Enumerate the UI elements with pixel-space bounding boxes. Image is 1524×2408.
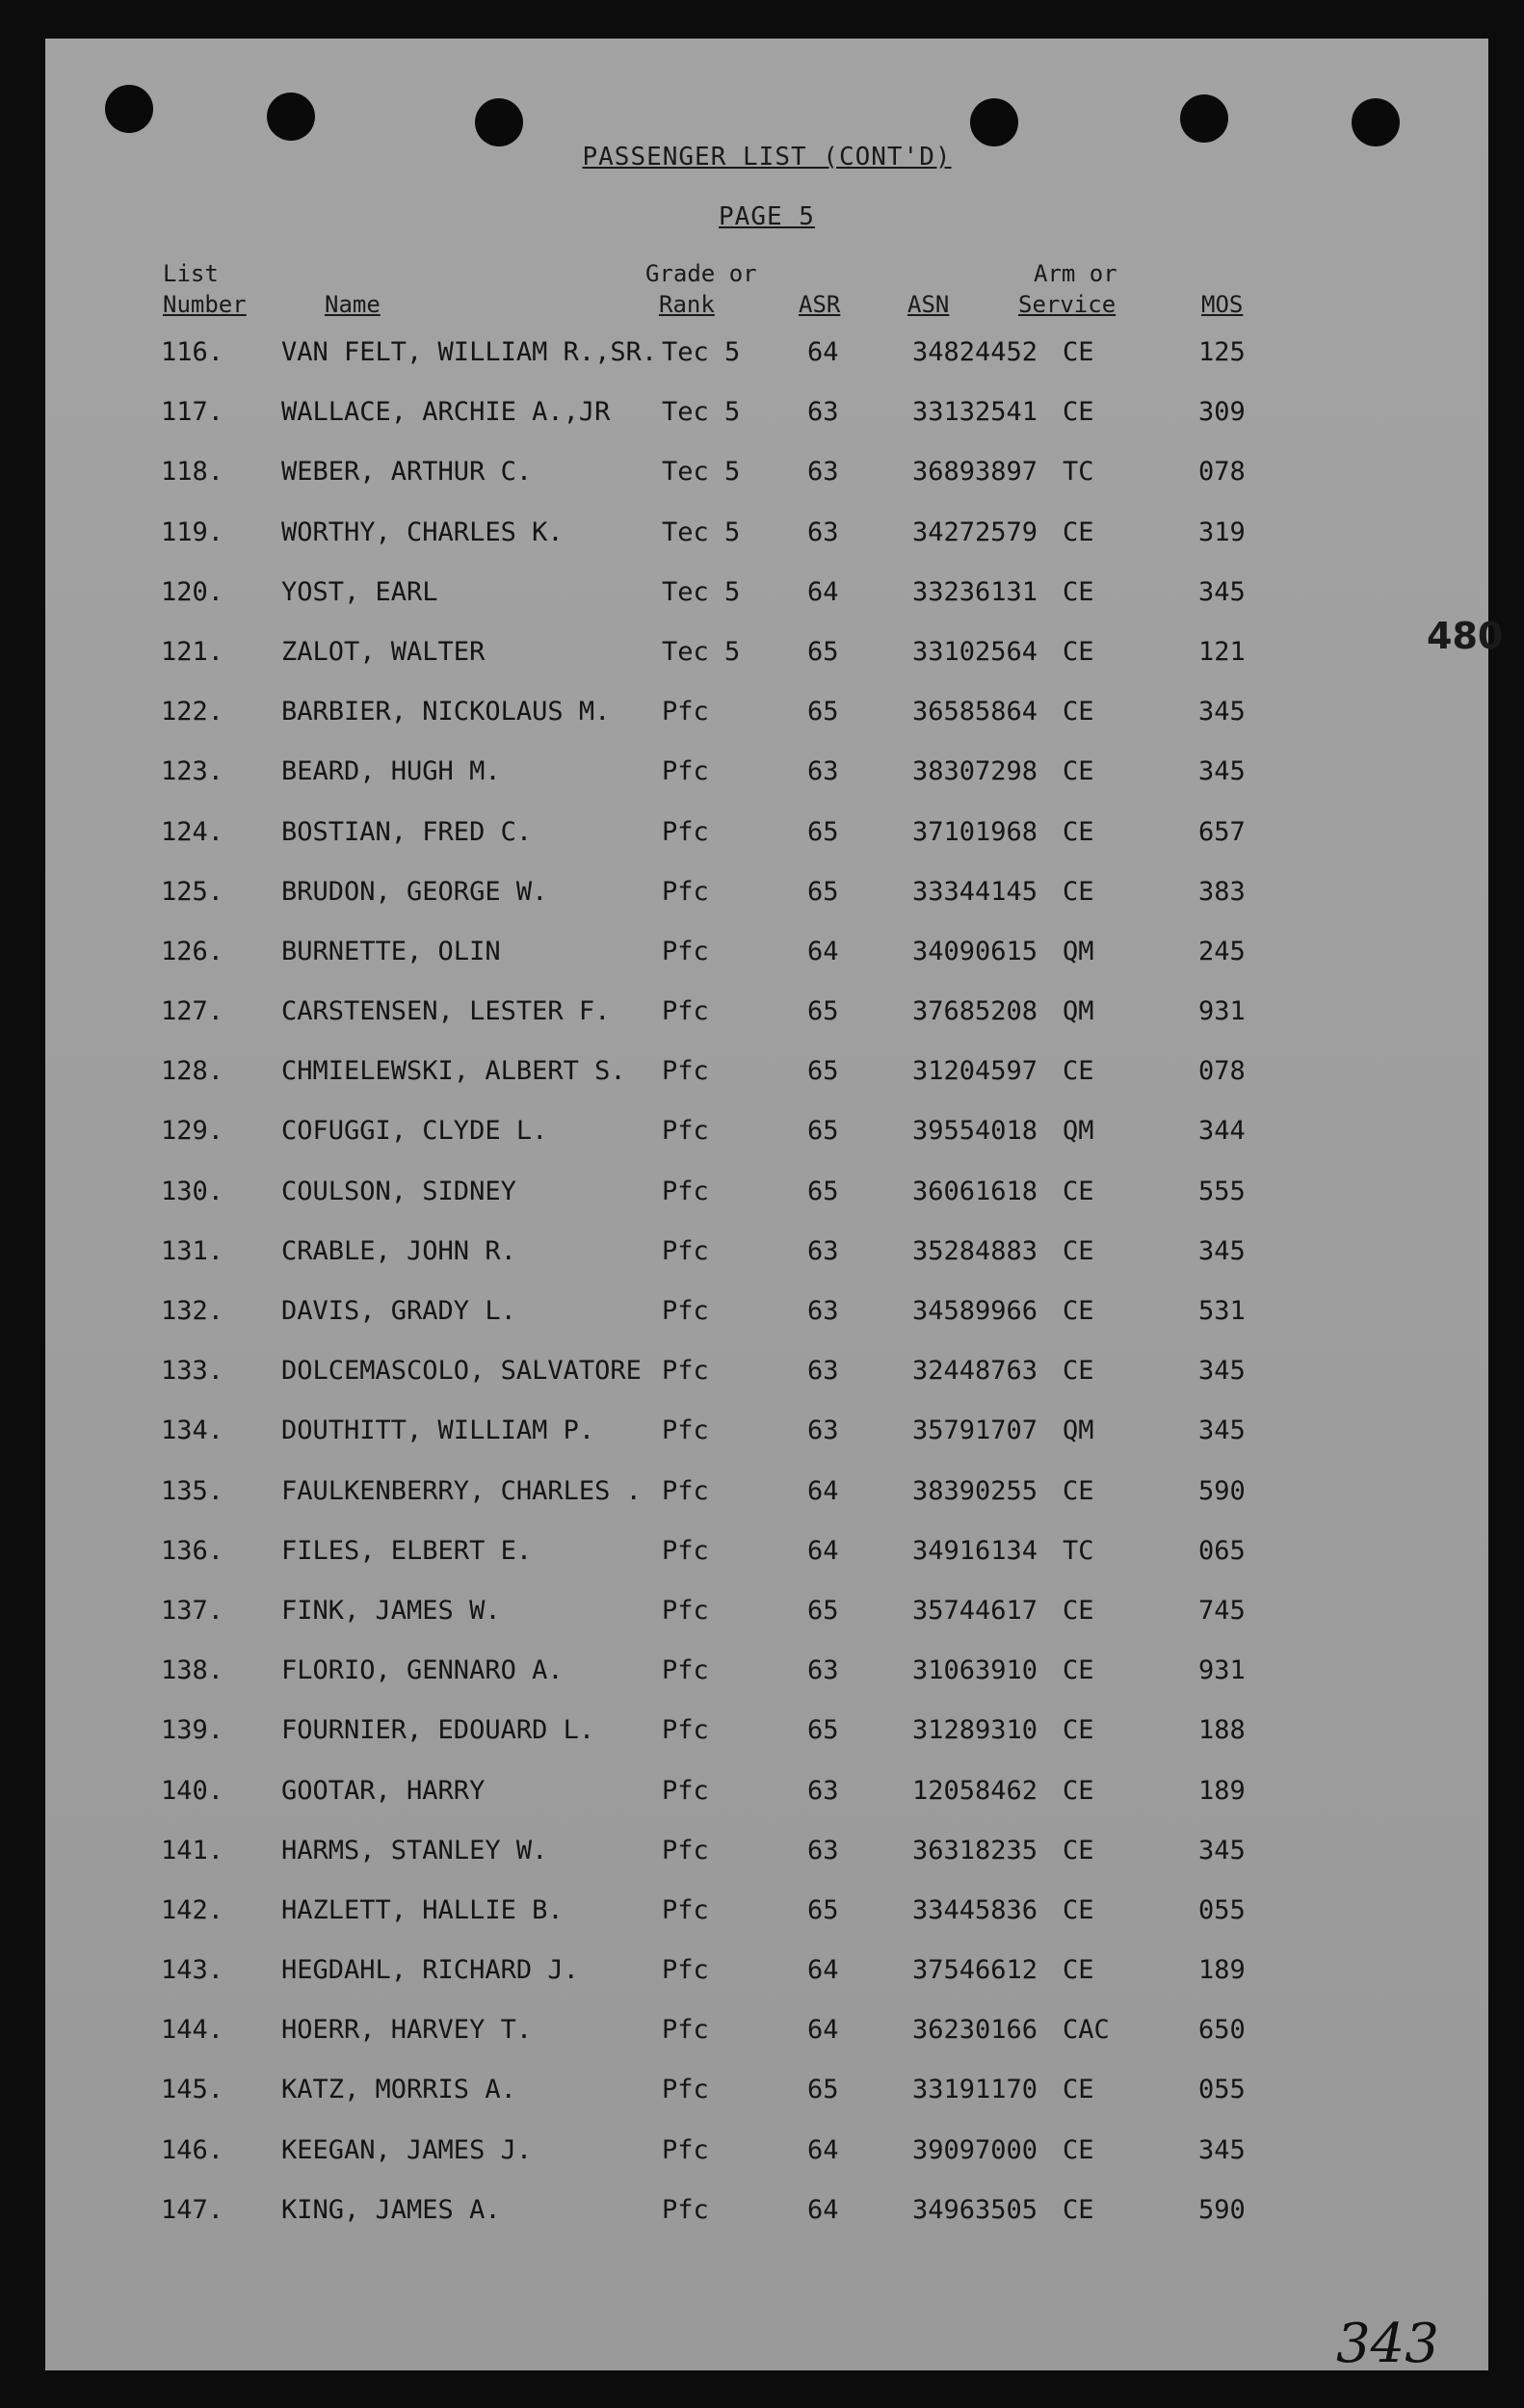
name-cell: VAN FELT, WILLIAM R.,SR. <box>281 337 658 367</box>
mos-cell: 345 <box>1198 2134 1246 2165</box>
list-number-cell: 138. <box>161 1655 224 1686</box>
asr-cell: 63 <box>807 516 839 547</box>
arm-service-cell: CE <box>1063 1835 1094 1866</box>
asr-cell: 65 <box>807 1894 839 1925</box>
list-number-cell: 127. <box>161 996 224 1027</box>
list-number-cell: 134. <box>161 1416 224 1446</box>
table-row <box>45 697 1488 756</box>
mos-cell: 657 <box>1198 816 1246 847</box>
mos-cell: 188 <box>1198 1715 1246 1746</box>
grade-cell: Pfc <box>662 1356 709 1387</box>
arm-service-cell: CE <box>1063 1296 1094 1326</box>
grade-cell: Pfc <box>662 1475 709 1506</box>
asr-cell: 65 <box>807 816 839 847</box>
table-row <box>45 1895 1488 1955</box>
arm-service-cell: TC <box>1063 1535 1094 1566</box>
column-header-asn: ASN <box>907 291 950 318</box>
asr-cell: 63 <box>807 1416 839 1446</box>
arm-service-cell: QM <box>1063 936 1094 966</box>
asn-cell: 35284883 <box>912 1235 1038 1266</box>
asn-cell: 32448763 <box>912 1356 1038 1387</box>
name-cell: FINK, JAMES W. <box>281 1595 501 1626</box>
grade-cell: Pfc <box>662 1235 709 1266</box>
mos-cell: 189 <box>1198 1775 1246 1806</box>
table-row <box>45 517 1488 577</box>
asr-cell: 63 <box>807 756 839 787</box>
grade-cell: Pfc <box>662 1416 709 1446</box>
arm-service-cell: CE <box>1063 2075 1094 2105</box>
punch-hole <box>1352 98 1400 146</box>
arm-service-cell: CE <box>1063 1775 1094 1806</box>
arm-service-cell: CE <box>1063 1056 1094 1087</box>
asn-cell: 36893897 <box>912 457 1038 488</box>
asn-cell: 37101968 <box>912 816 1038 847</box>
grade-cell: Pfc <box>662 1056 709 1087</box>
grade-cell: Pfc <box>662 1955 709 1986</box>
name-cell: BRUDON, GEORGE W. <box>281 876 548 907</box>
list-number-cell: 126. <box>161 936 224 966</box>
table-row <box>45 337 1488 397</box>
name-cell: CARSTENSEN, LESTER F. <box>281 996 611 1027</box>
arm-service-cell: CE <box>1063 1235 1094 1266</box>
table-row <box>45 2015 1488 2075</box>
punch-hole <box>105 85 153 133</box>
grade-cell: Pfc <box>662 876 709 907</box>
name-cell: KEEGAN, JAMES J. <box>281 2134 533 2165</box>
mos-cell: 121 <box>1198 636 1246 667</box>
grade-cell: Pfc <box>662 1894 709 1925</box>
asr-cell: 65 <box>807 2075 839 2105</box>
table-row <box>45 1596 1488 1655</box>
asn-cell: 34272579 <box>912 516 1038 547</box>
name-cell: HARMS, STANLEY W. <box>281 1835 548 1866</box>
asr-cell: 65 <box>807 1595 839 1626</box>
mos-cell: 078 <box>1198 457 1246 488</box>
list-number-cell: 141. <box>161 1835 224 1866</box>
asr-cell: 63 <box>807 1655 839 1686</box>
list-number-cell: 130. <box>161 1176 224 1206</box>
table-row <box>45 1356 1488 1416</box>
asn-cell: 36230166 <box>912 2015 1038 2046</box>
asn-cell: 37685208 <box>912 996 1038 1027</box>
table-row <box>45 2075 1488 2134</box>
asr-cell: 65 <box>807 1116 839 1147</box>
asr-cell: 63 <box>807 1356 839 1387</box>
list-number-cell: 132. <box>161 1296 224 1326</box>
punch-hole <box>475 98 523 146</box>
arm-service-cell: CE <box>1063 2194 1094 2225</box>
grade-cell: Pfc <box>662 697 709 728</box>
list-number-cell: 139. <box>161 1715 224 1746</box>
table-row <box>45 1236 1488 1296</box>
table-row <box>45 1116 1488 1176</box>
asn-cell: 33132541 <box>912 397 1038 428</box>
name-cell: YOST, EARL <box>281 576 438 607</box>
asr-cell: 63 <box>807 397 839 428</box>
list-number-cell: 140. <box>161 1775 224 1806</box>
table-row <box>45 817 1488 877</box>
grade-cell: Tec 5 <box>662 516 741 547</box>
grade-cell: Pfc <box>662 2015 709 2046</box>
table-row <box>45 756 1488 816</box>
asr-cell: 63 <box>807 457 839 488</box>
asr-cell: 64 <box>807 337 839 367</box>
punch-hole <box>267 93 315 141</box>
asn-cell: 38307298 <box>912 756 1038 787</box>
asn-cell: 39554018 <box>912 1116 1038 1147</box>
asn-cell: 31063910 <box>912 1655 1038 1686</box>
asn-cell: 35744617 <box>912 1595 1038 1626</box>
asn-cell: 34090615 <box>912 936 1038 966</box>
asn-cell: 33102564 <box>912 636 1038 667</box>
name-cell: CRABLE, JOHN R. <box>281 1235 516 1266</box>
grade-cell: Tec 5 <box>662 636 741 667</box>
grade-cell: Pfc <box>662 1595 709 1626</box>
arm-service-cell: CE <box>1063 756 1094 787</box>
table-row <box>45 937 1488 996</box>
mos-cell: 309 <box>1198 397 1246 428</box>
asr-cell: 63 <box>807 1775 839 1806</box>
list-number-cell: 133. <box>161 1356 224 1387</box>
arm-service-cell: CE <box>1063 636 1094 667</box>
list-number-cell: 144. <box>161 2015 224 2046</box>
arm-service-cell: CE <box>1063 1655 1094 1686</box>
arm-service-cell: CAC <box>1063 2015 1110 2046</box>
list-number-cell: 145. <box>161 2075 224 2105</box>
arm-service-cell: TC <box>1063 457 1094 488</box>
arm-service-cell: CE <box>1063 1475 1094 1506</box>
grade-cell: Pfc <box>662 1715 709 1746</box>
grade-cell: Pfc <box>662 1296 709 1326</box>
mos-cell: 345 <box>1198 1356 1246 1387</box>
column-header-grade: Grade or Rank <box>645 260 757 318</box>
arm-service-cell: CE <box>1063 816 1094 847</box>
mos-cell: 345 <box>1198 756 1246 787</box>
list-number-cell: 123. <box>161 756 224 787</box>
table-row <box>45 877 1488 937</box>
name-cell: COULSON, SIDNEY <box>281 1176 516 1206</box>
list-number-cell: 136. <box>161 1535 224 1566</box>
arm-service-cell: CE <box>1063 1715 1094 1746</box>
table-row <box>45 1476 1488 1536</box>
mos-cell: 345 <box>1198 697 1246 728</box>
name-cell: GOOTAR, HARRY <box>281 1775 486 1806</box>
grade-cell: Pfc <box>662 1655 709 1686</box>
asr-cell: 65 <box>807 996 839 1027</box>
name-cell: DOLCEMASCOLO, SALVATORE <box>281 1356 642 1387</box>
list-number-cell: 120. <box>161 576 224 607</box>
asr-cell: 63 <box>807 1835 839 1866</box>
mos-cell: 383 <box>1198 876 1246 907</box>
name-cell: FOURNIER, EDOUARD L. <box>281 1715 595 1746</box>
grade-cell: Tec 5 <box>662 397 741 428</box>
name-cell: FLORIO, GENNARO A. <box>281 1655 564 1686</box>
mos-cell: 590 <box>1198 1475 1246 1506</box>
asn-cell: 31204597 <box>912 1056 1038 1087</box>
mos-cell: 345 <box>1198 1235 1246 1266</box>
name-cell: BOSTIAN, FRED C. <box>281 816 533 847</box>
list-number-cell: 137. <box>161 1595 224 1626</box>
mos-cell: 931 <box>1198 1655 1246 1686</box>
column-header-asr: ASR <box>799 291 841 318</box>
table-row <box>45 996 1488 1056</box>
passenger-table <box>45 337 1488 2255</box>
list-number-cell: 147. <box>161 2194 224 2225</box>
list-number-cell: 142. <box>161 1894 224 1925</box>
list-number-cell: 129. <box>161 1116 224 1147</box>
list-number-cell: 121. <box>161 636 224 667</box>
column-header-arm-or-service: Arm or Service <box>1018 260 1117 318</box>
asr-cell: 65 <box>807 636 839 667</box>
margin-number: 480 <box>1427 615 1504 657</box>
table-row <box>45 637 1488 697</box>
document-title: PASSENGER LIST (CONT'D) <box>582 143 952 172</box>
grade-cell: Pfc <box>662 1835 709 1866</box>
arm-service-cell: CE <box>1063 1176 1094 1206</box>
name-cell: DAVIS, GRADY L. <box>281 1296 516 1326</box>
mos-cell: 345 <box>1198 576 1246 607</box>
name-cell: CHMIELEWSKI, ALBERT S. <box>281 1056 626 1087</box>
arm-service-cell: CE <box>1063 876 1094 907</box>
table-row <box>45 1715 1488 1775</box>
table-row <box>45 457 1488 516</box>
arm-service-cell: CE <box>1063 1894 1094 1925</box>
arm-service-cell: QM <box>1063 996 1094 1027</box>
name-cell: HOERR, HARVEY T. <box>281 2015 533 2046</box>
asr-cell: 63 <box>807 1296 839 1326</box>
list-number-cell: 124. <box>161 816 224 847</box>
punch-hole <box>1180 94 1228 143</box>
name-cell: HEGDAHL, RICHARD J. <box>281 1955 579 1986</box>
asr-cell: 64 <box>807 1535 839 1566</box>
mos-cell: 531 <box>1198 1296 1246 1326</box>
asn-cell: 36585864 <box>912 697 1038 728</box>
asn-cell: 33344145 <box>912 876 1038 907</box>
list-number-cell: 125. <box>161 876 224 907</box>
name-cell: FILES, ELBERT E. <box>281 1535 533 1566</box>
document-page <box>45 39 1504 2375</box>
arm-service-cell: CE <box>1063 1955 1094 1986</box>
grade-cell: Pfc <box>662 1176 709 1206</box>
mos-cell: 125 <box>1198 337 1246 367</box>
list-number-cell: 143. <box>161 1955 224 1986</box>
asr-cell: 65 <box>807 1715 839 1746</box>
mos-cell: 590 <box>1198 2194 1246 2225</box>
mos-cell: 345 <box>1198 1835 1246 1866</box>
arm-service-cell: CE <box>1063 2134 1094 2165</box>
asr-cell: 64 <box>807 2134 839 2165</box>
mos-cell: 745 <box>1198 1595 1246 1626</box>
asn-cell: 36061618 <box>912 1176 1038 1206</box>
asr-cell: 63 <box>807 1235 839 1266</box>
name-cell: DOUTHITT, WILLIAM P. <box>281 1416 595 1446</box>
mos-cell: 344 <box>1198 1116 1246 1147</box>
handwritten-page-number: 343 <box>1336 2313 1439 2375</box>
grade-cell: Pfc <box>662 1116 709 1147</box>
mos-cell: 319 <box>1198 516 1246 547</box>
arm-service-cell: CE <box>1063 697 1094 728</box>
asr-cell: 64 <box>807 936 839 966</box>
grade-cell: Pfc <box>662 756 709 787</box>
name-cell: BEARD, HUGH M. <box>281 756 501 787</box>
asn-cell: 12058462 <box>912 1775 1038 1806</box>
arm-service-cell: CE <box>1063 397 1094 428</box>
table-row <box>45 1776 1488 1836</box>
table-row <box>45 2135 1488 2195</box>
asr-cell: 65 <box>807 1056 839 1087</box>
name-cell: WEBER, ARTHUR C. <box>281 457 533 488</box>
table-row <box>45 397 1488 457</box>
grade-cell: Pfc <box>662 996 709 1027</box>
asn-cell: 34963505 <box>912 2194 1038 2225</box>
punch-hole <box>970 98 1018 146</box>
grade-cell: Pfc <box>662 2075 709 2105</box>
arm-service-cell: QM <box>1063 1416 1094 1446</box>
asn-cell: 37546612 <box>912 1955 1038 1986</box>
asn-cell: 34589966 <box>912 1296 1038 1326</box>
name-cell: ZALOT, WALTER <box>281 636 486 667</box>
asn-cell: 34916134 <box>912 1535 1038 1566</box>
name-cell: WALLACE, ARCHIE A.,JR <box>281 397 611 428</box>
mos-cell: 078 <box>1198 1056 1246 1087</box>
table-row <box>45 1056 1488 1116</box>
mos-cell: 555 <box>1198 1176 1246 1206</box>
mos-cell: 065 <box>1198 1535 1246 1566</box>
grade-cell: Pfc <box>662 936 709 966</box>
asr-cell: 65 <box>807 876 839 907</box>
name-cell: HAZLETT, HALLIE B. <box>281 1894 564 1925</box>
table-row <box>45 1536 1488 1596</box>
mos-cell: 650 <box>1198 2015 1246 2046</box>
table-row <box>45 1836 1488 1895</box>
name-cell: BURNETTE, OLIN <box>281 936 501 966</box>
column-header-list-number: List Number <box>163 260 247 318</box>
asn-cell: 33445836 <box>912 1894 1038 1925</box>
asn-cell: 33236131 <box>912 576 1038 607</box>
grade-cell: Pfc <box>662 1775 709 1806</box>
asr-cell: 65 <box>807 1176 839 1206</box>
list-number-cell: 135. <box>161 1475 224 1506</box>
list-number-cell: 118. <box>161 457 224 488</box>
asr-cell: 64 <box>807 2015 839 2046</box>
grade-cell: Tec 5 <box>662 457 741 488</box>
list-number-cell: 128. <box>161 1056 224 1087</box>
list-number-cell: 122. <box>161 697 224 728</box>
list-number-cell: 131. <box>161 1235 224 1266</box>
asn-cell: 35791707 <box>912 1416 1038 1446</box>
arm-service-cell: CE <box>1063 1595 1094 1626</box>
table-row <box>45 577 1488 637</box>
page-number: PAGE 5 <box>719 202 815 231</box>
table-row <box>45 2195 1488 2255</box>
table-row <box>45 1296 1488 1356</box>
asn-cell: 39097000 <box>912 2134 1038 2165</box>
name-cell: KING, JAMES A. <box>281 2194 501 2225</box>
asr-cell: 64 <box>807 1955 839 1986</box>
grade-cell: Pfc <box>662 2134 709 2165</box>
name-cell: WORTHY, CHARLES K. <box>281 516 564 547</box>
column-header-name: Name <box>325 291 381 318</box>
table-row <box>45 1177 1488 1236</box>
mos-cell: 345 <box>1198 1416 1246 1446</box>
name-cell: COFUGGI, CLYDE L. <box>281 1116 548 1147</box>
name-cell: FAULKENBERRY, CHARLES . <box>281 1475 642 1506</box>
list-number-cell: 119. <box>161 516 224 547</box>
arm-service-cell: CE <box>1063 576 1094 607</box>
asr-cell: 64 <box>807 576 839 607</box>
table-row <box>45 1655 1488 1715</box>
asr-cell: 65 <box>807 697 839 728</box>
name-cell: KATZ, MORRIS A. <box>281 2075 516 2105</box>
asn-cell: 38390255 <box>912 1475 1038 1506</box>
grade-cell: Pfc <box>662 2194 709 2225</box>
name-cell: BARBIER, NICKOLAUS M. <box>281 697 611 728</box>
column-header-mos: MOS <box>1201 291 1244 318</box>
grade-cell: Tec 5 <box>662 576 741 607</box>
list-number-cell: 146. <box>161 2134 224 2165</box>
table-row <box>45 1955 1488 2015</box>
list-number-cell: 116. <box>161 337 224 367</box>
arm-service-cell: CE <box>1063 1356 1094 1387</box>
asn-cell: 34824452 <box>912 337 1038 367</box>
list-number-cell: 117. <box>161 397 224 428</box>
arm-service-cell: CE <box>1063 337 1094 367</box>
mos-cell: 055 <box>1198 1894 1246 1925</box>
asr-cell: 64 <box>807 2194 839 2225</box>
asn-cell: 33191170 <box>912 2075 1038 2105</box>
asn-cell: 31289310 <box>912 1715 1038 1746</box>
grade-cell: Tec 5 <box>662 337 741 367</box>
grade-cell: Pfc <box>662 816 709 847</box>
asr-cell: 64 <box>807 1475 839 1506</box>
asn-cell: 36318235 <box>912 1835 1038 1866</box>
arm-service-cell: QM <box>1063 1116 1094 1147</box>
mos-cell: 055 <box>1198 2075 1246 2105</box>
grade-cell: Pfc <box>662 1535 709 1566</box>
mos-cell: 245 <box>1198 936 1246 966</box>
arm-service-cell: CE <box>1063 516 1094 547</box>
mos-cell: 931 <box>1198 996 1246 1027</box>
mos-cell: 189 <box>1198 1955 1246 1986</box>
table-row <box>45 1416 1488 1475</box>
